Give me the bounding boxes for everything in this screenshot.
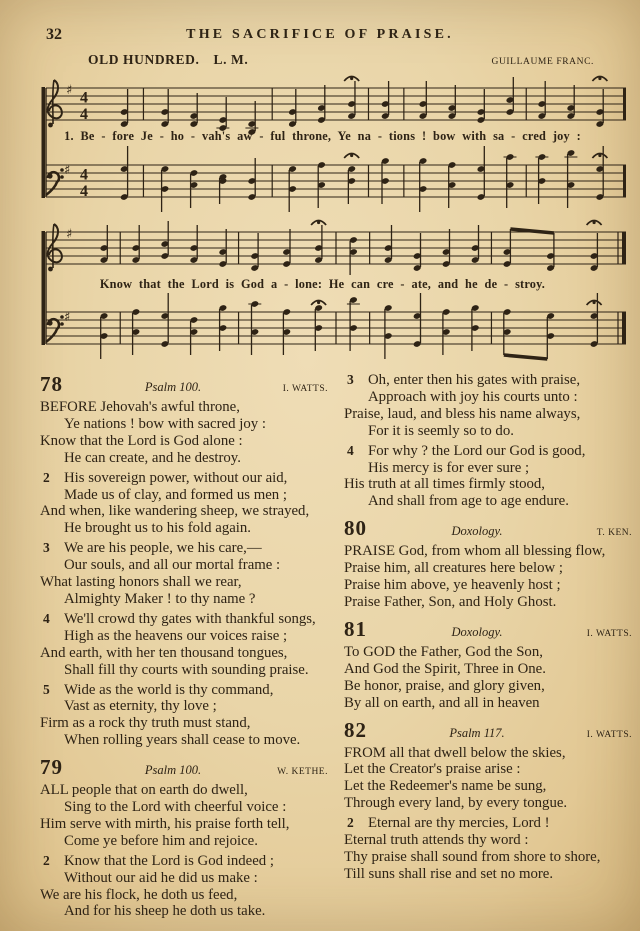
- verse-number: 2: [43, 469, 50, 485]
- verse-line: Know that the Lord is God alone :: [40, 432, 243, 449]
- verse-line: And for his sheep he doth us take.: [64, 903, 266, 920]
- hymn-author: T. KEN.: [596, 528, 632, 539]
- verse-line: And shall from age to age endure.: [368, 493, 569, 510]
- verse-line: Till suns shall rise and set no more.: [344, 865, 554, 882]
- verse-line: Wide as the world is thy command,: [64, 681, 274, 698]
- verse: [344, 644, 632, 712]
- verse-line: Our souls, and all our mortal frame :: [64, 557, 281, 574]
- svg-text:4: 4: [80, 183, 88, 200]
- tune-meter: L. M.: [213, 52, 249, 67]
- svg-text:4: 4: [80, 89, 88, 107]
- hymn-number: 81: [344, 616, 367, 641]
- verse-line: Firm as a rock thy truth must stand,: [40, 715, 251, 732]
- verse: [40, 399, 328, 467]
- verse-number: 5: [43, 681, 50, 697]
- verse-line: For it is seemly so to do.: [368, 422, 514, 439]
- verse: [344, 443, 632, 511]
- verse-line: Sing to the Lord with cheerful voice :: [64, 799, 287, 816]
- svg-text:♯: ♯: [64, 163, 71, 178]
- verse-line: Be honor, praise, and glory given,: [344, 677, 545, 694]
- verse-line: BEFORE Jehovah's awful throne,: [40, 399, 240, 415]
- hymn-source: Psalm 100.: [144, 380, 202, 394]
- svg-text:♯: ♯: [66, 83, 73, 98]
- verse-line: PRAISE God, from whom all blessing flow,: [344, 543, 606, 560]
- verse-line: Thy praise shall sound from shore to shore,: [344, 848, 601, 865]
- verse-line: FROM all that dwell below the skies,: [344, 744, 566, 761]
- hymn-heading-78: [40, 372, 328, 397]
- music-staves: [40, 66, 632, 368]
- right-column: [344, 372, 632, 928]
- svg-text:♯: ♯: [66, 227, 73, 242]
- verse-line: Eternal are thy mercies, Lord !: [368, 815, 550, 832]
- verse-line: We are his flock, he doth us feed,: [40, 886, 238, 903]
- verse-line: High as the heavens our voices raise ;: [64, 627, 288, 644]
- hymn-author: W. KETHE.: [277, 767, 328, 778]
- hymn-heading-82: [344, 718, 632, 743]
- verse-line: Shall fill thy courts with sounding praise.: [64, 661, 309, 678]
- verse-number: 2: [43, 852, 50, 868]
- verse-line: He can create, and he destroy.: [64, 449, 241, 466]
- hymn-number: 82: [344, 717, 367, 742]
- verse-line: Praise, laud, and bless his name always,: [344, 405, 581, 422]
- verse-line: Oh, enter then his gates with praise,: [368, 372, 581, 388]
- hymn-heading-81: [344, 617, 632, 642]
- verse-line: Praise Father, Son, and Holy Ghost.: [344, 593, 557, 610]
- verse-line: We are his people, we his care,—: [64, 540, 262, 557]
- lyric-line-1: 1. Be - fore Je - ho - vah's aw - ful throne, Ye na - tions ! bow with sa - cred joy :: [64, 129, 581, 143]
- hymn-author: I. WATTS.: [586, 729, 632, 740]
- verse-line: Almighty Maker ! to thy name ?: [64, 590, 256, 607]
- verse-line: What lasting honors shall we rear,: [40, 574, 242, 591]
- hymn-number: 79: [40, 755, 63, 780]
- verse-line: Approach with joy his courts unto :: [368, 388, 578, 405]
- verse-line: Without our aid he did us make :: [64, 869, 258, 886]
- verse: [40, 470, 328, 538]
- verse-line: We'll crowd thy gates with thankful songs,: [64, 610, 316, 627]
- svg-text:4: 4: [80, 166, 88, 184]
- verse-line: And God the Spirit, Three in One.: [344, 660, 546, 677]
- verse-line: Vast as eternity, thy love ;: [64, 698, 217, 715]
- verse-line: And when, like wandering sheep, we strayed,: [40, 503, 310, 520]
- left-column: [40, 372, 328, 928]
- sheet-music: [40, 66, 632, 368]
- verse-line: And earth, with her ten thousand tongues,: [40, 644, 288, 661]
- verse-line: He brought us to his fold again.: [64, 520, 251, 537]
- hymn-heading-79: [40, 755, 328, 780]
- verse: [40, 611, 328, 679]
- verse-number: 4: [43, 610, 50, 626]
- verse: [40, 782, 328, 850]
- verse-line: Made us of clay, and formed us men ;: [64, 486, 287, 503]
- verse-line: Him serve with mirth, his praise forth tell,: [40, 815, 290, 832]
- verse: [344, 745, 632, 813]
- verse: [40, 540, 328, 608]
- verse-line: His sovereign power, without our aid,: [64, 469, 288, 486]
- tune-name: OLD HUNDRED.: [88, 52, 200, 67]
- hymn-source: Psalm 100.: [144, 763, 202, 778]
- verse: [344, 372, 632, 440]
- hymn-heading-80: [344, 516, 632, 541]
- verse-line: Through every land, by every tongue.: [344, 795, 568, 812]
- verse-line: Know that the Lord is God indeed ;: [64, 852, 274, 869]
- composer-credit: GUILLAUME FRANC.: [491, 57, 594, 67]
- verse-line: For why ? the Lord our God is good,: [368, 442, 586, 459]
- verse-line: Praise him, all creatures here below ;: [344, 560, 563, 577]
- verse-line: His truth at all times firmly stood,: [344, 476, 545, 493]
- svg-text:4: 4: [80, 106, 88, 123]
- hymn-author: I. WATTS.: [282, 384, 328, 394]
- verse-line: By all on earth, and all in heaven: [344, 694, 540, 711]
- hymn-source: Doxology.: [451, 624, 503, 639]
- verse-line: Ye nations ! bow with sacred joy :: [64, 415, 266, 432]
- page-number: 32: [46, 26, 62, 43]
- verse-number: 4: [347, 442, 354, 458]
- hymn-source: Doxology.: [451, 524, 503, 539]
- hymn-number: 80: [344, 516, 367, 541]
- svg-text:♯: ♯: [64, 310, 71, 325]
- verse-line: His mercy is for ever sure ;: [368, 459, 530, 476]
- hymn-number: 78: [40, 372, 63, 396]
- verse-line: Let the Redeemer's name be sung,: [344, 778, 547, 795]
- verse-number: 2: [347, 815, 354, 831]
- hymn-source: Psalm 117.: [449, 725, 505, 740]
- hymn-author: I. WATTS.: [586, 628, 632, 639]
- verse-number: 3: [347, 372, 354, 387]
- verse-line: Praise him above, ye heavenly host ;: [344, 577, 561, 594]
- verse-line: To GOD the Father, God the Son,: [344, 643, 543, 660]
- verse: [40, 682, 328, 750]
- lyric-line-2: Know that the Lord is God a - lone: He can cre - ate, and he de - stroy.: [99, 277, 546, 291]
- verse: [344, 815, 632, 883]
- verse: [344, 543, 632, 611]
- verse-number: 3: [43, 540, 50, 556]
- verse: [40, 853, 328, 921]
- verse-line: Come ye before him and rejoice.: [64, 832, 258, 849]
- running-title: THE SACRIFICE OF PRAISE.: [186, 27, 454, 42]
- verse-line: When rolling years shall cease to move.: [64, 732, 301, 749]
- verse-line: ALL people that on earth do dwell,: [40, 782, 248, 799]
- hymn-text-columns: [40, 372, 632, 928]
- verse-line: Eternal truth attends thy word :: [344, 832, 529, 849]
- verse-line: Let the Creator's praise arise :: [344, 761, 521, 778]
